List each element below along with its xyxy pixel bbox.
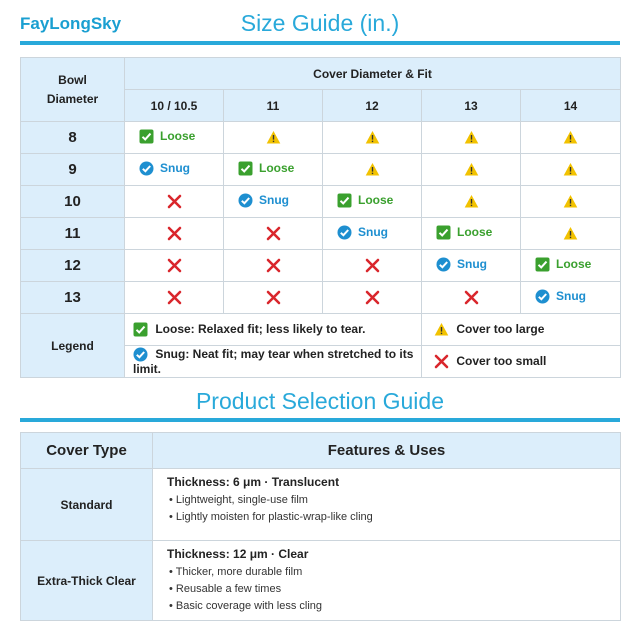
legend-large: Cover too large: [422, 314, 621, 346]
loose-check-icon: [337, 193, 352, 208]
cover-size-header: 13: [422, 90, 521, 122]
fit-label: Loose: [160, 129, 196, 143]
cross-icon: [365, 258, 380, 273]
table-row: [21, 282, 621, 314]
warning-icon: [464, 162, 479, 177]
loose-check-icon: [535, 257, 550, 272]
warning-icon: [434, 322, 449, 337]
loose-check-icon: [139, 129, 154, 144]
fit-label: Loose: [457, 225, 493, 239]
feature-item: • Lightly moisten for plastic-wrap-like cling: [169, 511, 373, 523]
snug-check-icon: [238, 193, 253, 208]
snug-check-icon: [133, 347, 148, 362]
fit-cell-small: [422, 282, 521, 314]
cross-icon: [167, 290, 182, 305]
fit-cell-loose: [224, 154, 323, 186]
loose-check-icon: [436, 225, 451, 240]
cross-icon: [266, 258, 281, 273]
fit-label: Snug: [556, 289, 586, 303]
thickness-spec: Thickness: 6 μm · Translucent: [167, 475, 340, 489]
cross-icon: [266, 226, 281, 241]
feature-item: • Basic coverage with less cling: [169, 600, 323, 612]
warning-icon: [464, 130, 479, 145]
fit-cell-large: [422, 154, 521, 186]
fit-cell-small: [224, 250, 323, 282]
snug-check-icon: [139, 161, 154, 176]
table-row: [21, 154, 621, 186]
legend-snug: Snug: Neat fit; may tear when stretched to its limit.: [125, 346, 422, 378]
table-row: [21, 122, 621, 154]
fit-cell-large: [323, 154, 422, 186]
fit-cell-small: [125, 186, 224, 218]
product-guide-title: Product Selection Guide: [195, 388, 445, 414]
loose-check-icon: [238, 161, 253, 176]
loose-check-icon: [133, 322, 148, 337]
cross-icon: [434, 354, 449, 369]
fit-cell-large: [422, 122, 521, 154]
fit-cell-large: [521, 154, 621, 186]
fit-cell-small: [224, 282, 323, 314]
cross-icon: [167, 194, 182, 209]
warning-icon: [365, 130, 380, 145]
bowl-size: 9: [21, 154, 125, 186]
cover-size-header: 11: [224, 90, 323, 122]
table-row: [21, 186, 621, 218]
product-divider: [20, 418, 620, 422]
warning-icon: [563, 130, 578, 145]
cover-size-header: 14: [521, 90, 621, 122]
features-cell: [153, 541, 621, 621]
cover-size-header: 10 / 10.5: [125, 90, 224, 122]
cross-icon: [167, 258, 182, 273]
snug-check-icon: [436, 257, 451, 272]
feature-item: • Lightweight, single-use film: [169, 494, 308, 506]
fit-cell-snug: [323, 218, 422, 250]
fit-cell-small: [125, 218, 224, 250]
fit-cell-small: [323, 282, 422, 314]
fit-cell-snug: [521, 282, 621, 314]
product-row: [21, 541, 621, 621]
bowl-diameter-header: Bowl Diameter: [21, 58, 125, 122]
fit-label: Loose: [556, 257, 592, 271]
product-row: [21, 469, 621, 541]
snug-check-icon: [337, 225, 352, 240]
warning-icon: [365, 162, 380, 177]
fit-cell-large: [521, 186, 621, 218]
title-divider: [20, 41, 620, 45]
table-row: [21, 218, 621, 250]
legend-small: Cover too small: [422, 346, 621, 378]
size-guide-table: [20, 57, 621, 378]
fit-cell-large: [521, 122, 621, 154]
fit-cell-small: [125, 282, 224, 314]
fit-cell-large: [422, 186, 521, 218]
bowl-size: 8: [21, 122, 125, 154]
cover-size-header: 12: [323, 90, 422, 122]
bowl-size: 10: [21, 186, 125, 218]
fit-cell-large: [521, 218, 621, 250]
features-cell: [153, 469, 621, 541]
warning-icon: [464, 194, 479, 209]
fit-cell-snug: [422, 250, 521, 282]
legend-label: Legend: [21, 314, 125, 378]
fit-label: Snug: [259, 193, 289, 207]
fit-cell-loose: [323, 186, 422, 218]
warning-icon: [266, 130, 281, 145]
table-row: [21, 250, 621, 282]
cross-icon: [266, 290, 281, 305]
fit-label: Snug: [160, 161, 190, 175]
feature-item: • Reusable a few times: [169, 583, 282, 595]
warning-icon: [563, 194, 578, 209]
features-header: Features & Uses: [153, 433, 621, 469]
warning-icon: [563, 162, 578, 177]
brand-logo: FayLongSky: [20, 14, 122, 33]
cross-icon: [167, 226, 182, 241]
feature-item: • Thicker, more durable film: [169, 566, 303, 578]
fit-label: Loose: [259, 161, 295, 175]
bowl-size: 12: [21, 250, 125, 282]
cover-type-header: Cover Type: [21, 433, 153, 469]
cross-icon: [464, 290, 479, 305]
fit-cell-small: [125, 250, 224, 282]
fit-cell-large: [224, 122, 323, 154]
cover-type: Extra-Thick Clear: [21, 541, 153, 621]
fit-cell-loose: [422, 218, 521, 250]
fit-cell-small: [224, 218, 323, 250]
bowl-size: 11: [21, 218, 125, 250]
cover-type: Standard: [21, 469, 153, 541]
legend-loose: Loose: Relaxed fit; less likely to tear.: [125, 314, 422, 346]
bowl-size: 13: [21, 282, 125, 314]
fit-cell-loose: [125, 122, 224, 154]
fit-cell-small: [323, 250, 422, 282]
snug-check-icon: [535, 289, 550, 304]
fit-label: Snug: [457, 257, 487, 271]
fit-label: Loose: [358, 193, 394, 207]
size-guide-title: Size Guide (in.): [240, 10, 400, 36]
fit-cell-snug: [224, 186, 323, 218]
fit-label: Snug: [358, 225, 388, 239]
fit-cell-large: [323, 122, 422, 154]
cross-icon: [365, 290, 380, 305]
cover-diameter-header: Cover Diameter & Fit: [125, 58, 621, 90]
warning-icon: [563, 226, 578, 241]
thickness-spec: Thickness: 12 μm · Clear: [167, 547, 309, 561]
product-selection-table: [20, 432, 621, 621]
fit-cell-snug: [125, 154, 224, 186]
fit-cell-loose: [521, 250, 621, 282]
